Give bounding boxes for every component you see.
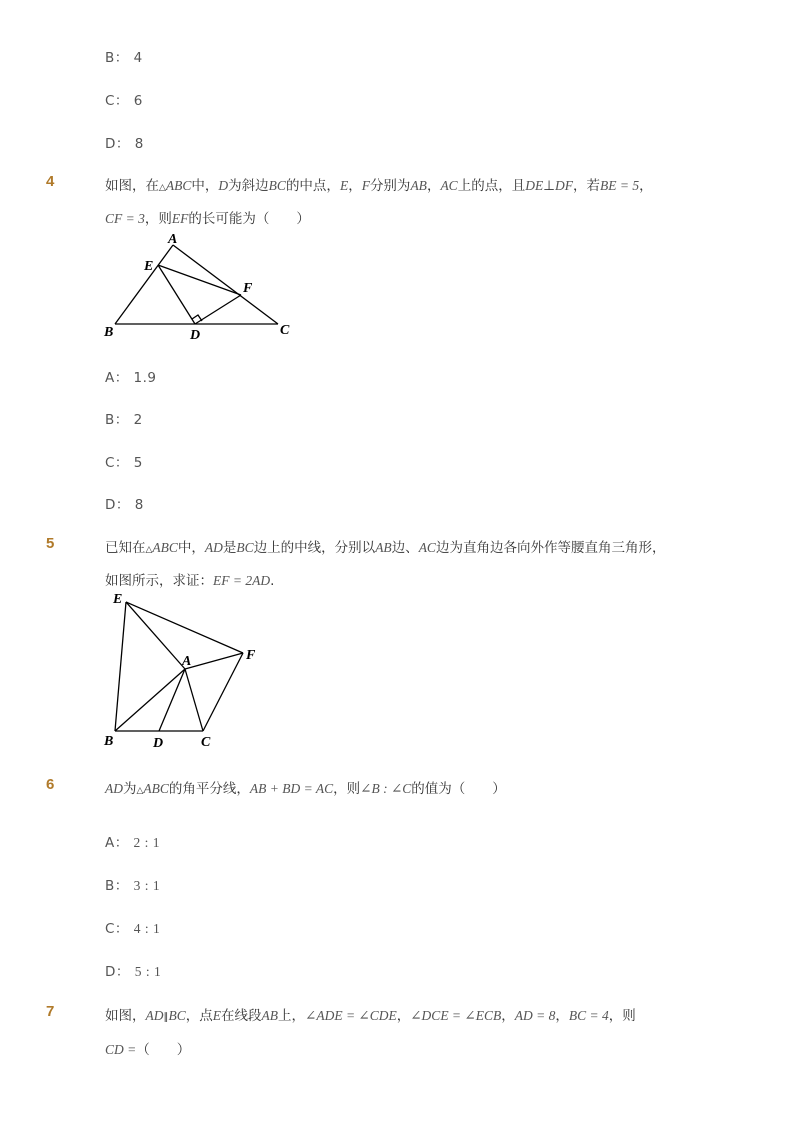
q4-option-d[interactable]: D： 8 [105, 497, 144, 513]
q5-label-f: F [246, 648, 256, 663]
q4-label-d: D [190, 328, 201, 343]
q7-number: 7 [46, 1003, 55, 1020]
q6-option-b[interactable]: B： 3 : 1 [105, 878, 161, 894]
q6-option-a[interactable]: A： 2 : 1 [105, 835, 161, 851]
q7-stem-line2: CD =（ ） [105, 1042, 191, 1058]
q5-stem-line1: 已知在△ABC中，AD是BC边上的中线，分别以AB边、AC边为直角边各向外作等腰直角三角形， [105, 540, 666, 556]
q4-label-f: F [243, 281, 253, 296]
q5-stem-line2: 如图所示，求证：EF = 2AD. [105, 573, 275, 589]
q4-label-c: C [280, 323, 290, 338]
q3-option-d[interactable]: D： 8 [105, 136, 144, 152]
q4-option-c[interactable]: C： 5 [105, 455, 143, 471]
q3-option-c[interactable]: C： 6 [105, 93, 143, 109]
q4-label-b: B [104, 325, 114, 340]
q5-figure [100, 588, 270, 753]
q4-stem-line2: CF = 3，则EF的长可能为（ ） [105, 211, 310, 227]
q4-label-a: A [168, 232, 178, 247]
q4-option-a[interactable]: A： 1.9 [105, 370, 157, 386]
q4-stem-line1: 如图，在△ABC中，D为斜边BC的中点，E，F分别为AB，AC上的点，且DE⊥DF，若BE = 5， [105, 178, 653, 194]
q7-stem-line1: 如图，AD∥BC，点E在线段AB上，∠ADE = ∠CDE，∠DCE = ∠ECB，AD = 8，BC = 4，则 [105, 1008, 636, 1024]
q5-label-b: B [104, 734, 114, 749]
q5-label-e: E [113, 592, 123, 607]
q5-label-c: C [201, 735, 211, 750]
q4-figure [100, 228, 300, 343]
q6-option-c[interactable]: C： 4 : 1 [105, 921, 161, 937]
q4-number: 4 [46, 173, 55, 190]
q3-option-b[interactable]: B： 4 [105, 50, 143, 66]
q5-label-a: A [182, 654, 192, 669]
q5-label-d: D [153, 736, 164, 751]
q6-option-d[interactable]: D： 5 : 1 [105, 964, 162, 980]
q4-label-e: E [144, 259, 154, 274]
q5-number: 5 [46, 535, 55, 552]
q6-stem: AD为△ABC的角平分线，AB + BD = AC，则∠B : ∠C的值为（ ） [105, 781, 506, 797]
q6-number: 6 [46, 776, 55, 793]
q4-option-b[interactable]: B： 2 [105, 412, 143, 428]
